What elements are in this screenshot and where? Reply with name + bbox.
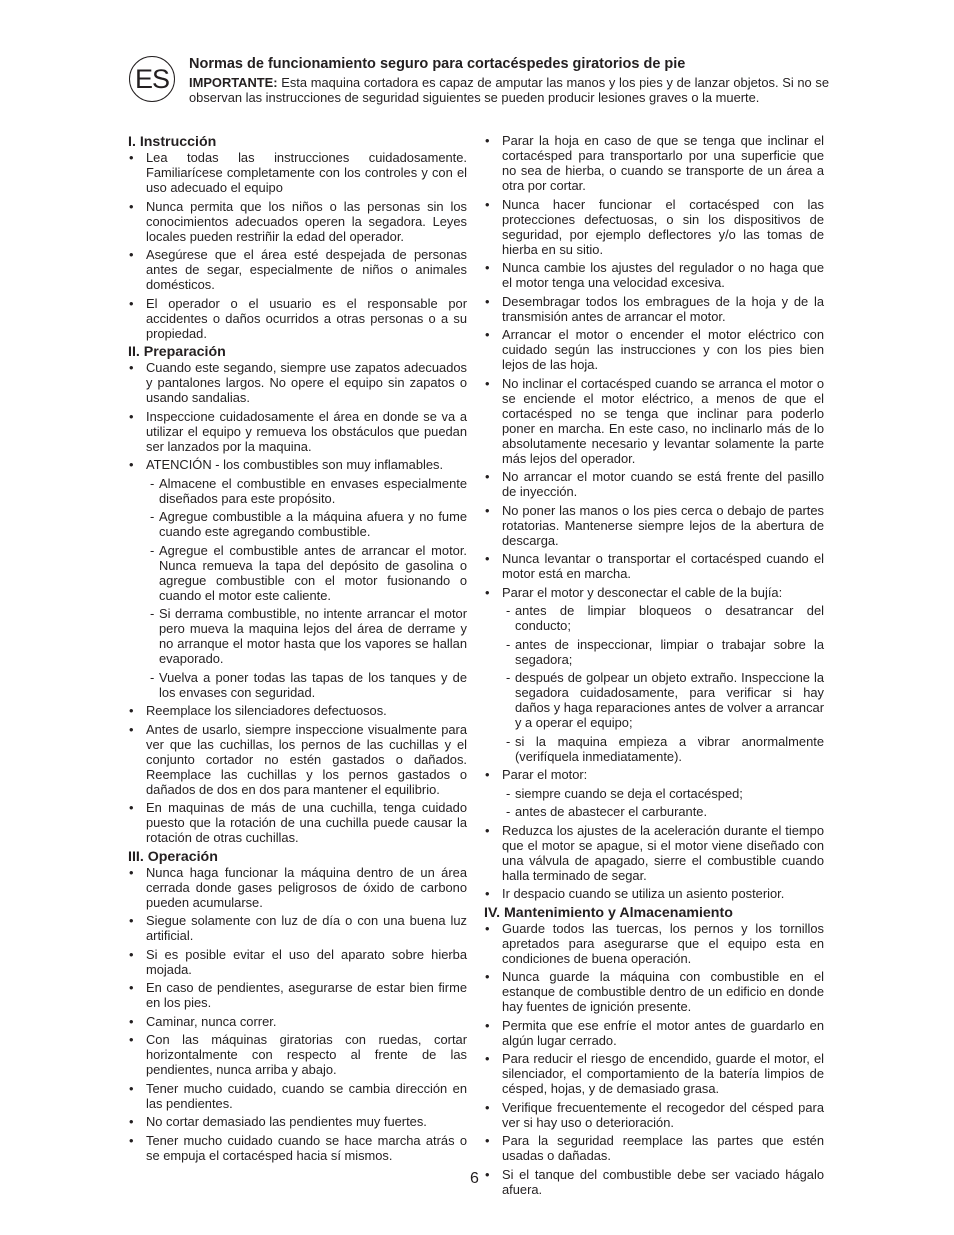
list-operacion-continued — [484, 133, 824, 901]
sub-list-item: - Vuelva a poner todas las tapas de los tanques y de los envases con seguridad. — [128, 670, 467, 700]
list-item: • Parar el motor: — [484, 767, 824, 782]
sub-list-item: - antes de abastecer el carburante. — [484, 804, 824, 819]
sub-list-item: - Agregue el combustible antes de arrancar el motor. Nunca remueva la tapa del depósito de gasolina o agregue combustible con el motor fusionando o cuando el motor este caliente. — [128, 543, 467, 603]
list-item: • Nunca levantar o transportar el cortacésped cuando el motor está en marcha. — [484, 551, 824, 581]
list-item: • Guarde todos las tuercas, los pernos y los tornillos apretados para asegurarse que el equipo esta en condiciones de buena operación. — [484, 921, 824, 966]
list-operacion — [128, 865, 467, 1163]
list-item: • Tener mucho cuidado, cuando se cambia dirección en las pendientes. — [128, 1081, 467, 1111]
important-text: Esta maquina cortadora es capaz de amputar las manos y los pies y de lanzar objetos. Si no se observan las instrucciones de seguridad siguientes se pueden producir lesiones graves o la muerte. — [189, 75, 829, 105]
important-label: IMPORTANTE: — [189, 75, 278, 90]
list-item: • Para reducir el riesgo de encendido, guarde el motor, el silenciador, el comportamiento de la batería limpios de césped, hojas, y de demasiado grasa. — [484, 1051, 824, 1096]
list-item: • Desembragar todos los embragues de la hoja y de la transmisión antes de arrancar el motor. — [484, 294, 824, 324]
page-number: 6 — [470, 1170, 479, 1187]
list-item: • Lea todas las instrucciones cuidadosamente. Familiarícese completamente con los controles y con el uso adecuado el equipo — [128, 150, 467, 195]
list-item: • Con las máquinas giratorias con ruedas, cortar horizontalmente con respecto al frente de las pendientes, nunca arriba y abajo. — [128, 1032, 467, 1077]
list-item: • No cortar demasiado las pendientes muy fuertes. — [128, 1114, 467, 1129]
list-preparacion — [128, 360, 467, 845]
section-title-instruccion: I. Instrucción — [128, 134, 217, 150]
list-item: • Cuando este segando, siempre use zapatos adecuados y pantalones largos. No opere el equipo sin zapatos o usando sandalias. — [128, 360, 467, 405]
list-item: • Si el tanque del combustible debe ser vaciado hágalo afuera. — [484, 1167, 824, 1197]
list-item: • Permita que ese enfríe el motor antes de guardarlo en algún lugar cerrado. — [484, 1018, 824, 1048]
section-title-operacion: III. Operación — [128, 848, 218, 865]
list-item: • Siegue solamente con luz de día o con una buena luz artificial. — [128, 913, 467, 943]
list-item: • Arrancar el motor o encender el motor eléctrico con cuidado según las instrucciones y con los pies bien lejos de las hoja. — [484, 327, 824, 372]
list-item: • Reemplace los silenciadores defectuosos. — [128, 703, 467, 718]
list-item: • Reduzca los ajustes de la aceleración durante el tiempo que el motor se apague, si el motor viene diseñado con una válvula de apagado, sierre el combustible cuando halla terminado de segar. — [484, 823, 824, 883]
list-item: • Ir despacio cuando se utiliza un asiento posterior. — [484, 886, 824, 901]
page-title: Normas de funcionamiento seguro para cortacéspedes giratorios de pie — [189, 56, 686, 72]
list-instruccion — [128, 150, 467, 341]
section-title-mantenimiento: IV. Mantenimiento y Almacenamiento — [484, 904, 733, 921]
left-column — [128, 134, 467, 1166]
list-item: • Parar el motor y desconectar el cable de la bujía: — [484, 585, 824, 600]
list-item: • No arrancar el motor cuando se está frente del pasillo de inyección. — [484, 469, 824, 499]
important-notice — [189, 75, 829, 105]
document-header — [189, 56, 829, 105]
sub-list-item: - si la maquina empieza a vibrar anormalmente (verifíquela inmediatamente). — [484, 734, 824, 764]
list-item: • Asegúrese que el área esté despejada de personas antes de segar, especialmente de niños o animales domésticos. — [128, 247, 467, 292]
list-item: • Nunca permita que los niños o las personas sin los conocimientos adecuados operen la segadora. Leyes locales pueden restriñir la edad del operador. — [128, 199, 467, 244]
list-item: • No poner las manos o los pies cerca o debajo de partes rotatorias. Mantenerse siempre lejos de la abertura de descarga. — [484, 503, 824, 548]
list-item: • En caso de pendientes, asegurarse de estar bien firme en los pies. — [128, 980, 467, 1010]
list-item: • Nunca hacer funcionar el cortacésped con las protecciones defectuosas, o sin los dispositivos de seguridad, por ejemplo deflectores y/o las tomas de hierba en su sitio. — [484, 197, 824, 257]
list-item: • Si es posible evitar el uso del aparato sobre hierba mojada. — [128, 947, 467, 977]
list-item: • El operador o el usuario es el responsable por accidentes o daños ocurridos a otras personas o a su propiedad. — [128, 296, 467, 341]
list-item: • Inspeccione cuidadosamente el área en donde se va a utilizar el equipo y remueva los obstáculos que puedan ser lanzados por la maquina. — [128, 409, 467, 454]
sub-list-item: - antes de inspeccionar, limpiar o trabajar sobre la segadora; — [484, 637, 824, 667]
list-mantenimiento — [484, 921, 824, 1197]
sub-list-item: - siempre cuando se deja el cortacésped; — [484, 786, 824, 801]
list-item: • Tener mucho cuidado cuando se hace marcha atrás o se empuja el cortacésped hacia sí mismos. — [128, 1133, 467, 1163]
section-title-preparacion: II. Preparación — [128, 344, 226, 360]
list-item: • Parar la hoja en caso de que se tenga que inclinar el cortacésped para transportarlo por una superficie que no sea de hierba, o cuando se transporte de un área a otra por cortar. — [484, 133, 824, 193]
list-item: • Para la seguridad reemplace las partes que estén usadas o dañadas. — [484, 1133, 824, 1163]
list-item: • Nunca guarde la máquina con combustible en el estanque de combustible dentro de un edificio en donde hay fuentes de ignición presente. — [484, 969, 824, 1014]
list-item: • Caminar, nunca correr. — [128, 1014, 467, 1029]
language-badge: ES — [129, 56, 175, 102]
list-item: • Nunca cambie los ajustes del regulador o no haga que el motor tenga una velocidad excesiva. — [484, 260, 824, 290]
sub-list-item: - Si derrama combustible, no intente arrancar el motor pero mueva la maquina lejos del área de derrame y no arranque el motor hasta que los vapores se hallan evaporado. — [128, 606, 467, 666]
right-column — [484, 133, 824, 1200]
sub-list-item: - Agregue combustible a la máquina afuera y no fume cuando este agregando combustible. — [128, 509, 467, 539]
sub-list-item: - después de golpear un objeto extraño. Inspeccione la segadora cuidadosamente, para verificar si hay daños y haga reparaciones antes de volver a arrancar y a operar el equipo; — [484, 670, 824, 730]
list-item: • No inclinar el cortacésped cuando se arranca el motor o se enciende el motor eléctrico, a menos de que el cortacésped no se tenga que inclinar para poderlo poner en marcha. En este caso, no inclinarlo más de lo absolutamente necesario y levantar solamente la parte más lejos del operador. — [484, 376, 824, 466]
sub-list-item: - antes de limpiar bloqueos o desatrancar del conducto; — [484, 603, 824, 633]
list-item: • Verifique frecuentemente el recogedor del césped para ver si hay uso o deterioración. — [484, 1100, 824, 1130]
list-item: • Nunca haga funcionar la máquina dentro de un área cerrada donde gases peligrosos de óxido de carbono pueden acumularse. — [128, 865, 467, 910]
list-item: • ATENCIÓN - los combustibles son muy inflamables. — [128, 457, 467, 472]
sub-list-item: - Almacene el combustible en envases especialmente diseñados para este propósito. — [128, 476, 467, 506]
list-item: • En maquinas de más de una cuchilla, tenga cuidado puesto que la rotación de una cuchilla puede causar la rotación de otras cuchillas. — [128, 800, 467, 845]
list-item: • Antes de usarlo, siempre inspeccione visualmente para ver que las cuchillas, los pernos de las cuchillas y el conjunto cortador no estén gastados o dañados. Reemplace las cuchillas y los pernos gastados o dañados de dos en dos para mantener el equilibrio. — [128, 722, 467, 797]
